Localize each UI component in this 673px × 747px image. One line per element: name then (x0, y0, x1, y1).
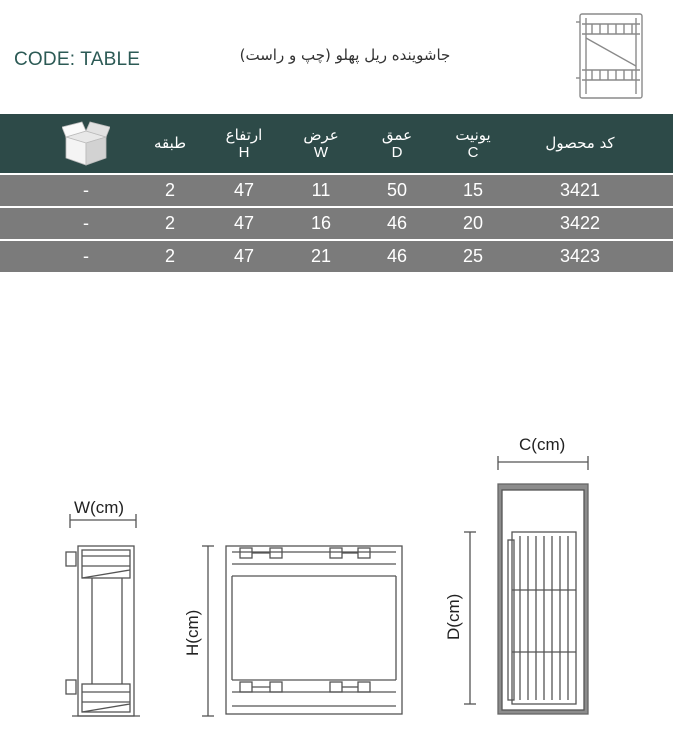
cell-code: 3423 (559, 246, 601, 266)
table-row (0, 173, 673, 206)
cell-shelf: 2 (164, 213, 175, 233)
product-thumbnail-icon (574, 8, 648, 106)
column-label-depth: عمق (381, 125, 413, 144)
cell-code: 3421 (559, 180, 601, 200)
depth-dimension-label: D(cm) (444, 593, 463, 640)
cell-width: 11 (311, 180, 331, 200)
cell-shelf: 2 (164, 246, 175, 266)
column-label-height: ارتفاع (225, 125, 263, 144)
product-title: جاشوینده ریل پهلو (چپ و راست) (239, 46, 451, 64)
column-sub-depth: D (391, 143, 403, 161)
cell-box: - (83, 180, 89, 200)
column-label-code: کد محصول (545, 134, 615, 152)
product-code: CODE: TABLE (14, 49, 141, 70)
width-dimension-label: W(cm) (74, 498, 125, 517)
package-box-icon (62, 121, 110, 167)
cell-unit: 25 (462, 246, 484, 266)
cell-height: 47 (233, 213, 255, 233)
height-dimension-label: H(cm) (183, 609, 202, 656)
cell-shelf: 2 (164, 180, 175, 200)
top-view-drawing (464, 456, 588, 714)
side-view-drawing (66, 514, 140, 716)
cell-code: 3422 (559, 213, 601, 233)
cell-height: 47 (233, 246, 255, 266)
cell-width: 21 (310, 246, 332, 266)
table-row (0, 239, 673, 272)
cell-depth: 46 (386, 246, 408, 266)
column-sub-height: H (238, 143, 250, 161)
cell-box: - (83, 246, 89, 266)
column-sub-width: W (313, 143, 329, 161)
unit-dimension-label: C(cm) (519, 435, 566, 454)
cell-unit: 15 (462, 180, 484, 200)
page-header (0, 0, 673, 114)
cell-box: - (83, 213, 89, 233)
cell-unit: 20 (462, 213, 484, 233)
technical-drawings (0, 420, 673, 747)
column-header-code (530, 114, 630, 173)
column-header-unit (440, 114, 506, 173)
table-row (0, 206, 673, 239)
front-view-drawing (202, 546, 402, 716)
column-label-width: عرض (303, 125, 339, 144)
column-label-shelf: طبقه (153, 134, 187, 152)
product-table (0, 114, 673, 272)
column-header-box (56, 114, 116, 173)
cell-height: 47 (233, 180, 255, 200)
column-header-shelf (140, 114, 200, 173)
cell-depth: 46 (386, 213, 408, 233)
table-header (0, 114, 673, 173)
column-header-depth (366, 114, 428, 173)
column-label-unit: یونیت (455, 125, 491, 144)
column-header-width (290, 114, 352, 173)
column-header-height (212, 114, 276, 173)
cell-depth: 50 (386, 180, 408, 200)
column-sub-unit: C (467, 143, 479, 161)
cell-width: 16 (310, 213, 332, 233)
